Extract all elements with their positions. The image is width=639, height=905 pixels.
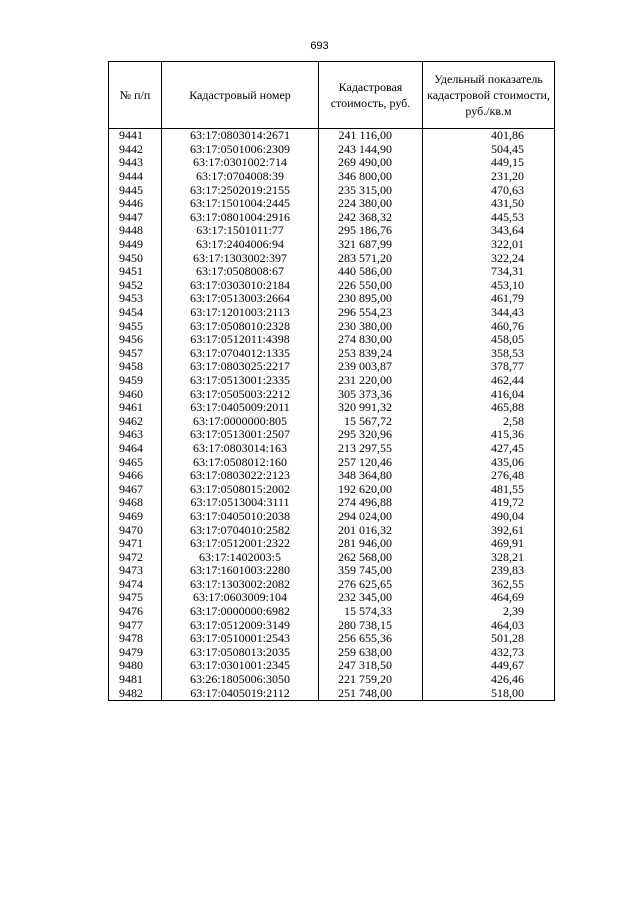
cell-specific-value: 426,46 xyxy=(423,673,555,687)
cell-cadastral-value: 15 574,33 xyxy=(319,605,423,619)
table-row xyxy=(109,469,555,483)
table-row xyxy=(109,646,555,660)
cell-cadastral-number: 63:26:1805006:3050 xyxy=(162,673,319,687)
table-row xyxy=(109,265,555,279)
table-row xyxy=(109,306,555,320)
cell-cadastral-value: 283 571,20 xyxy=(319,251,423,265)
cell-cadastral-number: 63:17:0513001:2507 xyxy=(162,428,319,442)
cell-cadastral-number: 63:17:1303002:2082 xyxy=(162,578,319,592)
cell-specific-value: 445,53 xyxy=(423,211,555,225)
cell-row-number: 9470 xyxy=(109,523,162,537)
header-cad-number: Кадастровый номер xyxy=(162,62,319,129)
cell-row-number: 9476 xyxy=(109,605,162,619)
cell-specific-value: 416,04 xyxy=(423,387,555,401)
table-row xyxy=(109,319,555,333)
cell-cadastral-value: 305 373,36 xyxy=(319,387,423,401)
table-row xyxy=(109,333,555,347)
cell-row-number: 9454 xyxy=(109,306,162,320)
cell-row-number: 9458 xyxy=(109,360,162,374)
cell-row-number: 9469 xyxy=(109,510,162,524)
table-row xyxy=(109,442,555,456)
cell-cadastral-value: 295 186,76 xyxy=(319,224,423,238)
cell-specific-value: 431,50 xyxy=(423,197,555,211)
table-row xyxy=(109,496,555,510)
cell-row-number: 9457 xyxy=(109,347,162,361)
cell-specific-value: 2,39 xyxy=(423,605,555,619)
cell-cadastral-number: 63:17:0803014:163 xyxy=(162,442,319,456)
cell-cadastral-number: 63:17:1303002:397 xyxy=(162,251,319,265)
cell-specific-value: 469,91 xyxy=(423,537,555,551)
cell-cadastral-number: 63:17:0704008:39 xyxy=(162,170,319,184)
cell-specific-value: 461,79 xyxy=(423,292,555,306)
cell-cadastral-number: 63:17:0508013:2035 xyxy=(162,646,319,660)
table-row xyxy=(109,279,555,293)
page-number: 693 xyxy=(310,40,329,52)
table-row xyxy=(109,686,555,700)
cell-row-number: 9466 xyxy=(109,469,162,483)
table-row xyxy=(109,143,555,157)
table-row xyxy=(109,238,555,252)
cell-row-number: 9448 xyxy=(109,224,162,238)
cell-cadastral-number: 63:17:0603009:104 xyxy=(162,591,319,605)
table-header-row xyxy=(109,62,555,129)
header-specific-value: Удельный показатель кадастровой стоимости, руб./кв.м xyxy=(423,62,555,129)
cell-row-number: 9455 xyxy=(109,319,162,333)
cell-cadastral-value: 201 016,32 xyxy=(319,523,423,537)
cell-cadastral-number: 63:17:0513001:2335 xyxy=(162,374,319,388)
cell-specific-value: 419,72 xyxy=(423,496,555,510)
cell-specific-value: 465,88 xyxy=(423,401,555,415)
cell-cadastral-number: 63:17:0405010:2038 xyxy=(162,510,319,524)
table-row xyxy=(109,251,555,265)
cell-specific-value: 432,73 xyxy=(423,646,555,660)
cell-row-number: 9447 xyxy=(109,211,162,225)
table-row xyxy=(109,387,555,401)
table-row xyxy=(109,347,555,361)
cell-specific-value: 462,44 xyxy=(423,374,555,388)
cell-cadastral-number: 63:17:0405009:2011 xyxy=(162,401,319,415)
cell-cadastral-number: 63:17:0512011:4398 xyxy=(162,333,319,347)
cell-cadastral-number: 63:17:0803014:2671 xyxy=(162,129,319,143)
cell-row-number: 9460 xyxy=(109,387,162,401)
cell-cadastral-value: 321 687,99 xyxy=(319,238,423,252)
cell-cadastral-number: 63:17:0301001:2345 xyxy=(162,659,319,673)
table-row xyxy=(109,455,555,469)
cell-cadastral-value: 276 625,65 xyxy=(319,578,423,592)
cell-cadastral-number: 63:17:0512001:2322 xyxy=(162,537,319,551)
cell-cadastral-number: 63:17:0704010:2582 xyxy=(162,523,319,537)
table-body xyxy=(109,129,555,701)
header-num: № п/п xyxy=(109,62,162,129)
cell-cadastral-value: 274 496,88 xyxy=(319,496,423,510)
cell-row-number: 9449 xyxy=(109,238,162,252)
cell-cadastral-value: 247 318,50 xyxy=(319,659,423,673)
cell-specific-value: 449,15 xyxy=(423,156,555,170)
cell-cadastral-value: 259 638,00 xyxy=(319,646,423,660)
table-row xyxy=(109,578,555,592)
cell-cadastral-value: 256 655,36 xyxy=(319,632,423,646)
cell-cadastral-value: 251 748,00 xyxy=(319,686,423,700)
cell-row-number: 9480 xyxy=(109,659,162,673)
table-row xyxy=(109,183,555,197)
cell-cadastral-number: 63:17:0000000:805 xyxy=(162,414,319,428)
cell-cadastral-value: 320 991,32 xyxy=(319,401,423,415)
cell-cadastral-value: 232 345,00 xyxy=(319,591,423,605)
cell-cadastral-value: 253 839,24 xyxy=(319,347,423,361)
cell-cadastral-number: 63:17:0508010:2328 xyxy=(162,319,319,333)
cell-cadastral-number: 63:17:0508015:2002 xyxy=(162,482,319,496)
cell-cadastral-number: 63:17:0405019:2112 xyxy=(162,686,319,700)
cell-cadastral-value: 281 946,00 xyxy=(319,537,423,551)
cell-cadastral-number: 63:17:0801004:2916 xyxy=(162,211,319,225)
cell-specific-value: 276,48 xyxy=(423,469,555,483)
cell-cadastral-value: 440 586,00 xyxy=(319,265,423,279)
cell-cadastral-number: 63:17:1601003:2280 xyxy=(162,564,319,578)
cell-specific-value: 392,61 xyxy=(423,523,555,537)
cell-specific-value: 231,20 xyxy=(423,170,555,184)
cell-cadastral-value: 226 550,00 xyxy=(319,279,423,293)
cell-cadastral-value: 239 003,87 xyxy=(319,360,423,374)
table-row xyxy=(109,414,555,428)
cell-row-number: 9477 xyxy=(109,618,162,632)
cell-row-number: 9452 xyxy=(109,279,162,293)
cell-row-number: 9473 xyxy=(109,564,162,578)
table-row xyxy=(109,618,555,632)
table-row xyxy=(109,156,555,170)
table-row xyxy=(109,537,555,551)
cell-cadastral-number: 63:17:1402003:5 xyxy=(162,550,319,564)
cell-specific-value: 415,36 xyxy=(423,428,555,442)
cell-row-number: 9464 xyxy=(109,442,162,456)
cell-specific-value: 464,03 xyxy=(423,618,555,632)
cell-cadastral-number: 63:17:0501006:2309 xyxy=(162,143,319,157)
table-row xyxy=(109,510,555,524)
cell-cadastral-value: 262 568,00 xyxy=(319,550,423,564)
cell-specific-value: 362,55 xyxy=(423,578,555,592)
cell-row-number: 9467 xyxy=(109,482,162,496)
cell-specific-value: 501,28 xyxy=(423,632,555,646)
cell-cadastral-value: 230 895,00 xyxy=(319,292,423,306)
cell-specific-value: 427,45 xyxy=(423,442,555,456)
cell-cadastral-value: 15 567,72 xyxy=(319,414,423,428)
cell-specific-value: 470,63 xyxy=(423,183,555,197)
cell-specific-value: 378,77 xyxy=(423,360,555,374)
cell-specific-value: 460,76 xyxy=(423,319,555,333)
cell-cadastral-value: 192 620,00 xyxy=(319,482,423,496)
cell-cadastral-number: 63:17:0505003:2212 xyxy=(162,387,319,401)
cell-row-number: 9478 xyxy=(109,632,162,646)
cell-cadastral-value: 294 024,00 xyxy=(319,510,423,524)
cell-row-number: 9463 xyxy=(109,428,162,442)
cell-cadastral-value: 348 364,80 xyxy=(319,469,423,483)
cell-specific-value: 458,05 xyxy=(423,333,555,347)
cell-row-number: 9468 xyxy=(109,496,162,510)
cell-specific-value: 518,00 xyxy=(423,686,555,700)
header-cad-value: Кадастровая стоимость, руб. xyxy=(319,62,423,129)
cell-row-number: 9481 xyxy=(109,673,162,687)
cell-cadastral-number: 63:17:0704012:1335 xyxy=(162,347,319,361)
cell-cadastral-number: 63:17:0508012:160 xyxy=(162,455,319,469)
cell-row-number: 9441 xyxy=(109,129,162,143)
cell-cadastral-value: 235 315,00 xyxy=(319,183,423,197)
cell-row-number: 9461 xyxy=(109,401,162,415)
cadastral-table xyxy=(108,61,555,701)
cell-cadastral-value: 242 368,32 xyxy=(319,211,423,225)
cell-row-number: 9459 xyxy=(109,374,162,388)
cell-specific-value: 401,86 xyxy=(423,129,555,143)
cell-specific-value: 464,69 xyxy=(423,591,555,605)
cell-specific-value: 490,04 xyxy=(423,510,555,524)
cell-specific-value: 239,83 xyxy=(423,564,555,578)
cell-cadastral-number: 63:17:1501004:2445 xyxy=(162,197,319,211)
cell-cadastral-number: 63:17:0513003:2664 xyxy=(162,292,319,306)
cell-row-number: 9451 xyxy=(109,265,162,279)
cell-specific-value: 734,31 xyxy=(423,265,555,279)
cell-cadastral-value: 241 116,00 xyxy=(319,129,423,143)
cell-cadastral-value: 295 320,96 xyxy=(319,428,423,442)
cell-cadastral-number: 63:17:2502019:2155 xyxy=(162,183,319,197)
cell-row-number: 9444 xyxy=(109,170,162,184)
cell-specific-value: 504,45 xyxy=(423,143,555,157)
table-row xyxy=(109,659,555,673)
cell-cadastral-number: 63:17:0000000:6982 xyxy=(162,605,319,619)
table-row xyxy=(109,591,555,605)
table-row xyxy=(109,523,555,537)
cell-row-number: 9465 xyxy=(109,455,162,469)
cell-specific-value: 453,10 xyxy=(423,279,555,293)
cell-cadastral-number: 63:17:1201003:2113 xyxy=(162,306,319,320)
cell-row-number: 9479 xyxy=(109,646,162,660)
cell-cadastral-number: 63:17:1501011:77 xyxy=(162,224,319,238)
cell-cadastral-number: 63:17:0303010:2184 xyxy=(162,279,319,293)
cell-cadastral-value: 231 220,00 xyxy=(319,374,423,388)
table-row xyxy=(109,129,555,143)
cell-row-number: 9445 xyxy=(109,183,162,197)
cell-specific-value: 322,24 xyxy=(423,251,555,265)
cell-cadastral-value: 213 297,55 xyxy=(319,442,423,456)
cell-row-number: 9462 xyxy=(109,414,162,428)
cell-cadastral-value: 274 830,00 xyxy=(319,333,423,347)
table-row xyxy=(109,374,555,388)
cell-specific-value: 481,55 xyxy=(423,482,555,496)
table-row xyxy=(109,550,555,564)
cell-row-number: 9482 xyxy=(109,686,162,700)
cell-cadastral-value: 230 380,00 xyxy=(319,319,423,333)
cell-row-number: 9474 xyxy=(109,578,162,592)
cell-specific-value: 344,43 xyxy=(423,306,555,320)
table-row xyxy=(109,605,555,619)
table-row xyxy=(109,482,555,496)
table-row xyxy=(109,197,555,211)
cell-row-number: 9471 xyxy=(109,537,162,551)
cell-specific-value: 449,67 xyxy=(423,659,555,673)
cell-cadastral-value: 346 800,00 xyxy=(319,170,423,184)
cell-row-number: 9453 xyxy=(109,292,162,306)
cell-row-number: 9446 xyxy=(109,197,162,211)
cell-cadastral-number: 63:17:0510001:2543 xyxy=(162,632,319,646)
cell-cadastral-value: 221 759,20 xyxy=(319,673,423,687)
table-row xyxy=(109,224,555,238)
cell-row-number: 9443 xyxy=(109,156,162,170)
cell-specific-value: 322,01 xyxy=(423,238,555,252)
cell-cadastral-number: 63:17:2404006:94 xyxy=(162,238,319,252)
cell-row-number: 9450 xyxy=(109,251,162,265)
table-row xyxy=(109,673,555,687)
cell-cadastral-number: 63:17:0803022:2123 xyxy=(162,469,319,483)
cell-specific-value: 358,53 xyxy=(423,347,555,361)
table-row xyxy=(109,292,555,306)
table-row xyxy=(109,428,555,442)
cell-cadastral-value: 224 380,00 xyxy=(319,197,423,211)
cell-specific-value: 435,06 xyxy=(423,455,555,469)
cell-cadastral-number: 63:17:0513004:3111 xyxy=(162,496,319,510)
cell-cadastral-number: 63:17:0512009:3149 xyxy=(162,618,319,632)
table-row xyxy=(109,401,555,415)
table-row xyxy=(109,170,555,184)
cell-cadastral-value: 359 745,00 xyxy=(319,564,423,578)
cell-row-number: 9472 xyxy=(109,550,162,564)
cell-cadastral-number: 63:17:0301002:714 xyxy=(162,156,319,170)
cell-cadastral-value: 257 120,46 xyxy=(319,455,423,469)
cell-cadastral-number: 63:17:0803025:2217 xyxy=(162,360,319,374)
cell-specific-value: 328,21 xyxy=(423,550,555,564)
cell-cadastral-value: 269 490,00 xyxy=(319,156,423,170)
cell-row-number: 9456 xyxy=(109,333,162,347)
table-row xyxy=(109,632,555,646)
cell-specific-value: 343,64 xyxy=(423,224,555,238)
table-row xyxy=(109,211,555,225)
table-row xyxy=(109,360,555,374)
table-row xyxy=(109,564,555,578)
cell-cadastral-value: 243 144,90 xyxy=(319,143,423,157)
cell-row-number: 9475 xyxy=(109,591,162,605)
cell-cadastral-value: 280 738,15 xyxy=(319,618,423,632)
cell-cadastral-number: 63:17:0508008:67 xyxy=(162,265,319,279)
cell-cadastral-value: 296 554,23 xyxy=(319,306,423,320)
cell-specific-value: 2,58 xyxy=(423,414,555,428)
cell-row-number: 9442 xyxy=(109,143,162,157)
